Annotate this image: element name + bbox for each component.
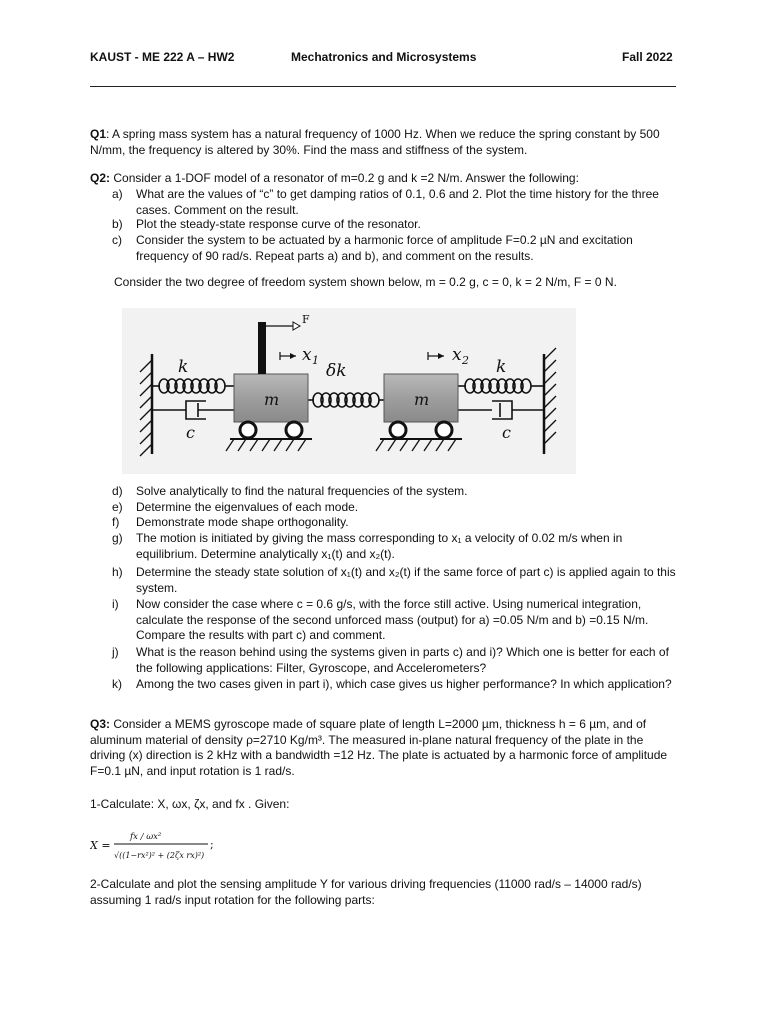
q2-part-g	[112, 531, 682, 562]
header-rule	[90, 86, 676, 87]
part-text: Consider the system to be actuated by a harmonic force of amplitude F=0.2 µN and excitation frequency of 90 rad/s. Repeat parts a) and b), and comment on the results.	[136, 233, 633, 263]
formula-lhs: X =	[90, 839, 111, 852]
formula-tail: ;	[210, 838, 214, 851]
header-term: Fall 2022	[622, 50, 673, 64]
part-label: j)	[112, 645, 119, 659]
part-label: b)	[112, 217, 123, 231]
part-label: c)	[112, 233, 122, 247]
part-text: Among the two cases given in part i), which case gives us higher performance? In which application?	[136, 677, 672, 691]
q2-label: Q2:	[90, 171, 111, 185]
part-text: Now consider the case where c = 0.6 g/s, with the force still active. Using numerical integration, calculate the response of the second unforced mass (output) for a) =0.05 N/m and b) =0.15 N/m. Compare the results with part c) and comment.	[136, 597, 649, 642]
label-c-left: c	[186, 423, 195, 442]
q3-calc-2: 2-Calculate and plot the sensing amplitude Y for various driving frequencies (11000 rad/s – 14000 rad/s) assuming 1 rad/s input rotation for the following parts:	[90, 877, 642, 907]
label-k-left: k	[178, 357, 189, 377]
q2-part-c	[112, 233, 682, 264]
part-label: d)	[112, 484, 123, 498]
label-force: F	[302, 313, 310, 326]
q3-label: Q3:	[90, 717, 111, 731]
q2-part-i	[112, 597, 682, 644]
q2-part-h	[112, 565, 682, 596]
question-2	[90, 171, 680, 187]
q2-part-j	[112, 645, 682, 676]
label-k-right: k	[496, 357, 507, 377]
header-course: KAUST - ME 222 A – HW2	[90, 50, 235, 64]
part-label: e)	[112, 500, 123, 514]
part-text: What is the reason behind using the systems given in parts c) and i)? Which one is better for each of the following applications: Filter, Gyroscope, and Accelerometers?	[136, 645, 669, 675]
q2-part-b	[112, 217, 682, 233]
q2-part-k	[112, 677, 682, 693]
part-label: k)	[112, 677, 122, 691]
label-x1: x	[302, 345, 312, 365]
force-post	[258, 322, 266, 374]
part-label: g)	[112, 531, 123, 545]
label-x2-sub: 2	[462, 354, 469, 367]
part-label: f)	[112, 515, 120, 529]
question-1	[90, 127, 680, 158]
part-label: i)	[112, 597, 119, 611]
part-text: What are the values of “c” to get damping ratios of 0.1, 0.6 and 2. Plot the time history for the three cases. Comment on the result.	[136, 187, 659, 217]
label-c-right: c	[502, 423, 511, 442]
question-3	[90, 717, 680, 779]
q2-part-d	[112, 484, 682, 500]
part-text: Determine the steady state solution of x₁(t) and x₂(t) if the same force of part c) is applied again to this system.	[136, 565, 676, 595]
part-text: Solve analytically to find the natural frequencies of the system.	[136, 484, 468, 498]
label-mass-2: m	[414, 390, 430, 409]
q2-part-e	[112, 500, 682, 516]
q3-calc-1: 1-Calculate: X, ωx, ζx, and fx . Given:	[90, 797, 290, 811]
part-text: Plot the steady-state response curve of the resonator.	[136, 217, 421, 231]
q2-text: Consider a 1-DOF model of a resonator of m=0.2 g and k =2 N/m. Answer the following:	[110, 171, 579, 185]
part-text: Demonstrate mode shape orthogonality.	[136, 515, 349, 529]
two-dof-system-figure	[122, 308, 576, 474]
formula-denominator: √((1−rx²)² + (2ζx rx)²)	[114, 851, 205, 860]
part-text: Determine the eigenvalues of each mode.	[136, 500, 359, 514]
label-mass-1: m	[264, 390, 280, 409]
q1-text: : A spring mass system has a natural frequency of 1000 Hz. When we reduce the spring constant by 500 N/mm, the frequency is altered by 30%. Find the mass and stiffness of the system.	[90, 127, 660, 157]
formula-numerator: fx / ωx²	[130, 832, 162, 842]
label-delta-k: δk	[326, 361, 347, 381]
q1-label: Q1	[90, 127, 107, 141]
label-x1-sub: 1	[312, 354, 319, 367]
part-label: h)	[112, 565, 123, 579]
header-title: Mechatronics and Microsystems	[291, 50, 477, 64]
q3-text: Consider a MEMS gyroscope made of square plate of length L=2000 µm, thickness h = 6 µm, and of aluminum material of density ρ=2710 Kg/m³. The measured in-plane natural frequency of the plate in the driving (x) direction is 2 kHz with a bandwidth =12 Hz. The plate is actuated by a harmonic force of amplitude F=0.1 µN, and input rotation is 1 rad/s.	[90, 717, 668, 778]
two-dof-intro: Consider the two degree of freedom system shown below, m = 0.2 g, c = 0, k = 2 N/m, F = 0 N.	[114, 275, 617, 289]
amplitude-formula	[90, 826, 230, 866]
part-text: The motion is initiated by giving the mass corresponding to x₁ a velocity of 0.02 m/s when in equilibrium. Determine analytically x₁(t) and x₂(t).	[136, 531, 623, 561]
part-label: a)	[112, 187, 123, 201]
q2-part-a	[112, 187, 682, 218]
q2-part-f	[112, 515, 682, 531]
label-x2: x	[452, 345, 462, 365]
